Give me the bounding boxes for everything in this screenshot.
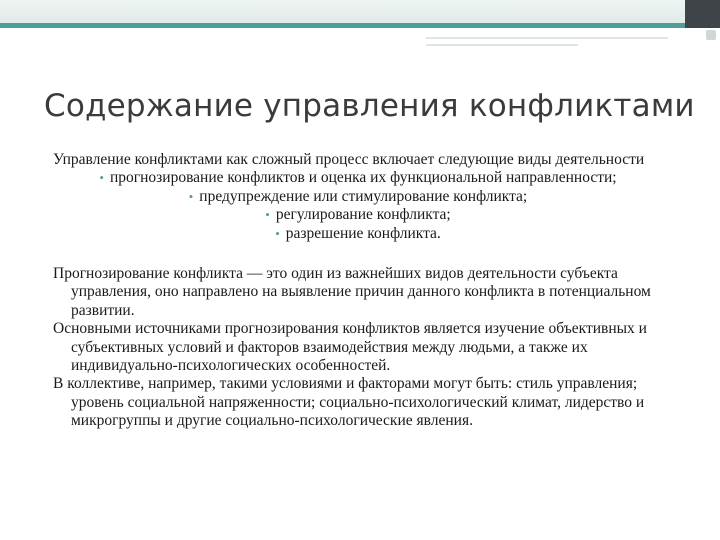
body-paragraph: Основными источниками прогнозирования конфликтов является изучение объективных и субъективных условий и факторов взаимодействия между людьми, а также их индивидуально-психологических особенностей. (53, 320, 647, 375)
bullet-text: предупреждение или стимулирование конфликта; (199, 187, 528, 205)
bullet-text: разрешение конфликта. (285, 224, 441, 242)
corner-marker (706, 30, 716, 40)
bullet-item (53, 206, 663, 224)
body-paragraph: В коллективе, например, такими условиями и факторами могут быть: стиль управления; уровень социальной напряженности; социально-психологический климат, лидерство и микрогруппы и другие социально-психологические явления. (53, 375, 645, 430)
body-paragraph: Прогнозирование конфликта — это один из важнейших видов деятельности субъекта управления, оно направлено на выявление причин данного конфликта в потенциальном развитии. (53, 265, 651, 319)
bullet-icon: • (99, 170, 104, 186)
decor-line (426, 44, 578, 46)
bullet-text: прогнозирование конфликтов и оценка их функциональной направленности; (109, 169, 617, 187)
spacer (53, 243, 663, 265)
bullet-list (53, 169, 663, 243)
top-accent-stripe (0, 23, 685, 28)
corner-block (685, 0, 720, 28)
bullet-icon: • (275, 225, 280, 241)
bullet-text: регулирование конфликта; (275, 206, 451, 224)
bullet-item (53, 188, 663, 206)
bullet-item (53, 169, 663, 187)
bullet-icon: • (265, 207, 270, 223)
intro-paragraph: Управление конфликтами как сложный процесс включает следующие виды деятельности (53, 151, 645, 168)
bullet-item (53, 225, 663, 243)
slide-content (53, 151, 663, 431)
decor-line (426, 37, 668, 39)
bullet-icon: • (188, 188, 194, 204)
slide-title: Содержание управления конфликтами (44, 88, 695, 124)
